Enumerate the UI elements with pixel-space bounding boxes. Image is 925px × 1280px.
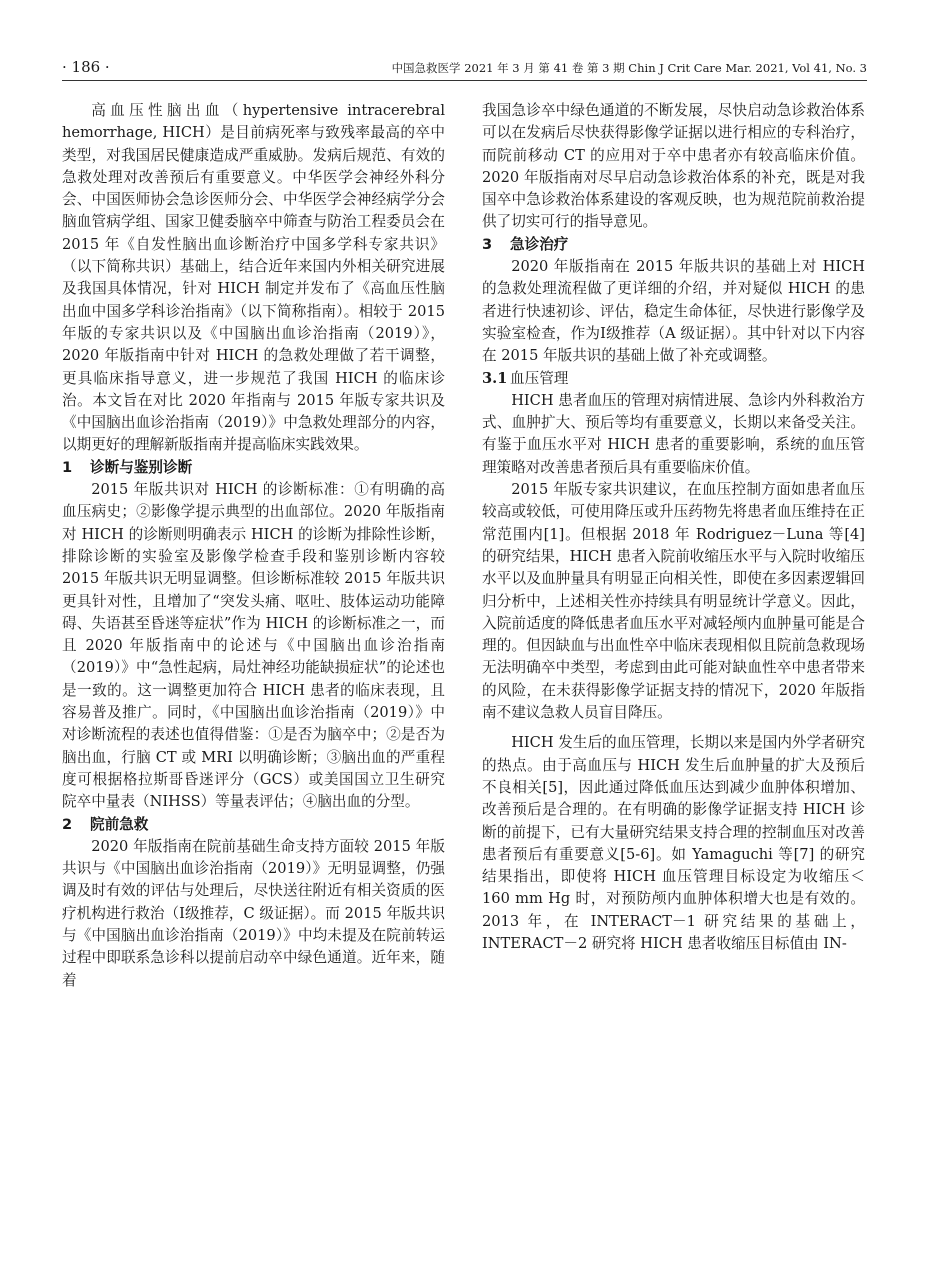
subsection-title: 血压管理 <box>510 369 569 387</box>
running-header <box>62 58 867 81</box>
body-paragraph: 2020 年版指南在 2015 年版共识的基础上对 HICH 的急救处理流程做了更详细的介绍，并对疑似 HICH 的患者进行快速初诊、评估，稳定生命体征，尽快进行影像学及实验室检查，作为Ⅰ级推荐（A 级证据）。其中针对以下内容在 2015 年版共识的基础上做了补充或调整。 <box>482 258 865 365</box>
section-heading-prehospital <box>62 814 445 836</box>
paragraph-gap <box>482 724 865 732</box>
section-title: 诊断与鉴别诊断 <box>90 458 193 476</box>
body-paragraph: 2015 年版共识对 HICH 的诊断标准：①有明确的高血压病史；②影像学提示典型的出血部位。2020 年版指南对 HICH 的诊断则明确表示 HICH 的诊断为排除性诊断，排除诊断的实验室及影像学检查手段和鉴别诊断内容较 2015 年版共识无明显调整。但诊断标准较 2015 年版共识更具针对性，且增加了“突发头痛、呕吐、肢体运动功能障碍、失语甚至昏迷等症状”作为 HICH 的诊断标准之一，而且 2020 年版指南中的论述与《中国脑出血诊治指南（2019）》中“急性起病，局灶神经功能缺损症状”的论述也是一致的。这一调整更加符合 HICH 患者的临床表现，且容易普及推广。同时，《中国脑出血诊治指南（2019）》中对诊断流程的表述也值得借鉴：①是否为脑卒中；②是否为脑出血，行脑 CT 或 MRI 以明确诊断；③脑出血的严重程度可根据格拉斯哥昏迷评分（GCS）或美国国立卫生研究院卒中量表（NIHSS）等量表评估；④脑出血的分型。 <box>62 481 445 811</box>
body-paragraph: 2015 年版专家共识建议，在血压控制方面如患者血压较高或较低，可使用降压或升压药物先将患者血压维持在正常范围内[1]。但根据 2018 年 Rodriguez－Luna 等[4] 的研究结果，HICH 患者入院前收缩压水平与入院时收缩压水平以及血肿量具有明显正向相关性，即使在多因素逻辑回归分析中，上述相关性亦持续具有明显统计学意义。因此，入院前适度的降低患者血压水平对减轻颅内血肿量可能是合理的。但因缺血与出血性卒中临床表现相似且院前急救现场无法明确卒中类型，考虑到由此可能对缺血性卒中患者带来的风险，在未获得影像学证据支持的情况下，2020 年版指南不建议急救人员盲目降压。 <box>482 481 865 722</box>
section-number: 1 <box>62 458 73 476</box>
body-paragraph-continued: 我国急诊卒中绿色通道的不断发展，尽快启动急诊救治体系可以在发病后尽快获得影像学证据以进行相应的专科治疗，而院前移动 CT 的应用对于卒中患者亦有较高临床价值。2020 年版指南对尽早启动急诊救治体系的补充，既是对我国卒中急诊救治体系建设的客观反映，也为规范院前救治提供了切实可行的指导意见。 <box>482 102 865 231</box>
section-number: 2 <box>62 815 73 833</box>
section-title: 院前急救 <box>90 815 149 833</box>
section-number: 3 <box>482 235 493 253</box>
right-column <box>482 100 865 955</box>
section-heading-diagnosis <box>62 457 445 479</box>
page-number: · 186 · <box>62 58 110 76</box>
body-paragraph: HICH 发生后的血压管理，长期以来是国内外学者研究的热点。由于高血压与 HICH 发生后血肿量的扩大及预后不良相关[5]，因此通过降低血压达到减少血肿体积增加、改善预后是合理的。在有明确的影像学证据支持 HICH 诊断的前提下，已有大量研究结果支持合理的控制血压对改善患者预后有重要意义[5-6]。如 Yamaguchi 等[7] 的研究结果指出，即使将 HICH 血压管理目标设定为收缩压＜160 mm Hg 时，对预防颅内血肿体积增大也是有效的。2013 年，在 INTERACT－1 研究结果的基础上，INTERACT－2 研究将 HICH 患者收缩压目标值由 IN- <box>482 734 865 952</box>
body-paragraph: HICH 患者血压的管理对病情进展、急诊内外科救治方式、血肿扩大、预后等均有重要意义，长期以来备受关注。有鉴于血压水平对 HICH 患者的重要影响，系统的血压管理策略对改善患者预后具有重要临床价值。 <box>482 391 865 476</box>
subsection-heading-bp <box>482 368 865 390</box>
intro-paragraph: 高血压性脑出血（hypertensive intracerebral hemorrhage, HICH）是目前病死率与致残率最高的卒中类型，对我国居民健康造成严重威胁。发病后规范、有效的急救处理对改善预后有重要意义。中华医学会神经外科分会、中国医师协会急诊医师分会、中华医学会神经病学分会脑血管病学组、国家卫健委脑卒中筛查与防治工程委员会在 2015 年《自发性脑出血诊断治疗中国多学科专家共识》（以下简称共识）基础上，结合近年来国内外相关研究进展及我国具体情况，针对 HICH 制定并发布了《高血压性脑出血中国多学科诊治指南》（以下简称指南）。相较于 2015 年版的专家共识以及《中国脑出血诊治指南（2019）》，2020 年版指南中针对 HICH 的急救处理做了若干调整，更具临床指导意义，进一步规范了我国 HICH 的临床诊治。本文旨在对比 2020 年指南与 2015 年版专家共识及《中国脑出血诊治指南（2019）》中急救处理部分的内容，以期更好的理解新版指南并提高临床实践效果。 <box>62 102 445 454</box>
body-paragraph: 2020 年版指南在院前基础生命支持方面较 2015 年版共识与《中国脑出血诊治指南（2019）》无明显调整，仍强调及时有效的评估与处理后，尽快送往附近有相关资质的医疗机构进行救治（Ⅰ级推荐，C 级证据）。而 2015 年版共识与《中国脑出血诊治指南（2019）》中均未提及在院前转运过程中即联系急诊科以提前启动卒中绿色通道。近年来，随着 <box>62 837 445 989</box>
section-heading-emergency <box>482 234 865 256</box>
journal-citation: 中国急救医学 2021 年 3 月 第 41 卷 第 3 期 Chin J Crit Care Mar. 2021, Vol 41, No. 3 <box>391 61 867 75</box>
subsection-number: 3.1 <box>482 369 508 387</box>
left-column <box>62 100 445 992</box>
section-title: 急诊治疗 <box>510 235 569 253</box>
